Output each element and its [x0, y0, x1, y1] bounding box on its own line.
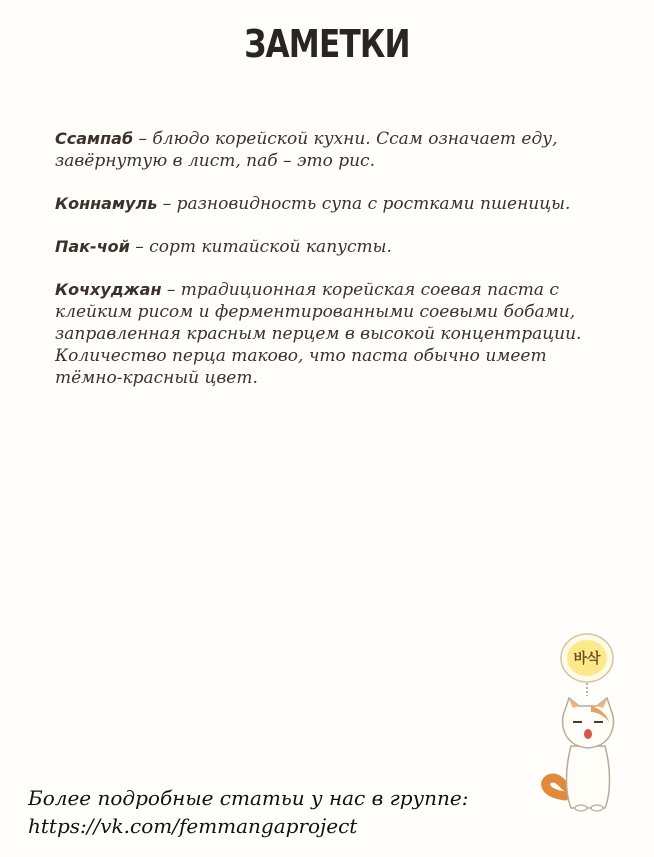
note-term: Коннамуль: [55, 194, 158, 213]
note-item: [55, 279, 600, 389]
note-term: Пак-чой: [55, 237, 130, 256]
notes-list: [55, 128, 600, 410]
note-definition: – блюдо корейской кухни. Ссам означает еду, завёрнутую в лист, паб – это рис.: [55, 129, 558, 171]
page-title: ЗАМЕТКИ: [244, 22, 410, 66]
group-link[interactable]: https://vk.com/femmangaproject: [28, 814, 358, 838]
note-item: [55, 193, 600, 215]
cat-mascot-illustration: [535, 628, 635, 818]
cat-body: [567, 746, 610, 808]
footer: [28, 784, 468, 840]
bubble-text: 바삭: [573, 651, 601, 667]
cat-head: [563, 698, 614, 748]
note-definition: – традиционная корейская соевая паста с клейким рисом и ферментированными соевыми бобами, заправленная красным перцем в высокой концентрации. Количество перца таково, что паста обычно имеет тёмно-красный цвет.: [55, 280, 582, 388]
note-term: Кочхуджан: [55, 280, 162, 299]
note-item: [55, 128, 600, 172]
note-definition: – сорт китайской капусты.: [129, 237, 392, 257]
note-definition: – разновидность супа с ростками пшеницы.: [157, 194, 571, 214]
footer-text: Более подробные статьи у нас в группе:: [28, 786, 469, 810]
note-term: Ссампаб: [55, 129, 134, 148]
speech-bubble: [561, 634, 613, 696]
note-item: [55, 236, 600, 258]
